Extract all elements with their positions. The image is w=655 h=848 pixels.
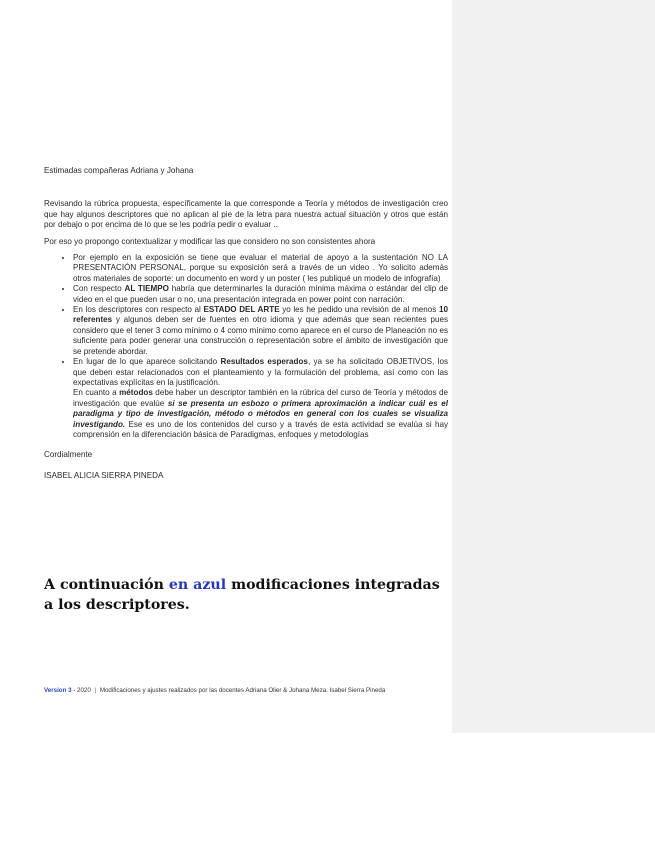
list-item-text: En cuanto a xyxy=(73,388,120,398)
emphasis-text: 10 referentes xyxy=(73,305,448,325)
list-item xyxy=(73,253,448,284)
list-item-text: En los descriptores con respecto al xyxy=(73,305,204,315)
list-item-text: habría que determinarles la duración mínima máxima o estándar del clip de video en el que pueden usar o no, una presentación integrada en power point con narración. xyxy=(73,284,449,304)
list-item-text: Por ejemplo en la exposición se tiene que evaluar el material de apoyo a la sustentación NO LA PRESENTACIÓN PERSONAL, porque su exposición será a través de un video . Yo solicito además otros materiales de soporte: un documento en word y un poster ( les publiqué un modelo de infografía) xyxy=(73,253,448,283)
list-item xyxy=(73,357,448,440)
emphasis-italic-text: si se presenta un esbozo o primera aproximación a indicar cuál es el paradigma y tipo de investigación, método o métodos en general con los cuales se visualiza investigando. xyxy=(73,398,448,429)
list-item xyxy=(73,284,448,305)
proposal-paragraph: Por eso yo propongo contextualizar y modificar las que considero no son consistentes ahora xyxy=(44,236,376,246)
list-item-text: Ese es uno de los contenidos del curso y a través de esta actividad se evalúa si hay comprensión en la diferenciación básica de Paradigmas, enfoques y metodologías xyxy=(73,419,448,439)
list-item-text: y algunos deben ser de fuentes en otro idioma y que además que sean recientes pues considero que el tener 3 como mínimo o 4 como mínimo como aparece en el curso de Planeación no es suficiente para poder generar una construcción o representación sobre el ámbito de investigación que se pretende abordar. xyxy=(73,315,448,356)
emphasis-text: ESTADO DEL ARTE xyxy=(203,305,280,315)
emphasis-text: AL TIEMPO xyxy=(124,284,169,294)
intro-paragraph: Revisando la rúbrica propuesta, específicamente la que corresponde a Teoría y métodos de investigación creo que hay algunos descriptores que no aplican al pie de la letra para nuestra actual situación y otros que están por debajo o por encima de lo que se les podría pedir o evaluar .. xyxy=(44,199,448,230)
list-item-text: debe haber un descriptor también en la rúbrica del curso de Teoría y métodos de investigación que evalúe xyxy=(73,388,448,408)
descriptor-list xyxy=(44,253,448,440)
page-footer xyxy=(44,686,450,696)
footer-text: Modificaciones y ajustes realizados por las docentes Adriana Olier & Johana Meza. Isabel Sierra Pineda xyxy=(98,687,386,694)
closing: Cordialmente xyxy=(44,450,93,460)
emphasis-text: Resultados esperados xyxy=(220,357,308,367)
greeting: Estimadas compañeras Adriana y Johana xyxy=(44,166,194,175)
section-heading xyxy=(44,576,449,615)
list-item-paragraph xyxy=(73,357,448,388)
comment-pane xyxy=(452,0,655,733)
emphasis-text: métodos xyxy=(119,388,153,398)
letter-body xyxy=(44,166,448,481)
list-item xyxy=(73,305,448,357)
signature: ISABEL ALICIA SIERRA PINEDA xyxy=(44,470,164,480)
heading-highlight: en azul xyxy=(168,577,227,593)
heading-text: modificaciones integradas a los descriptores. xyxy=(44,577,440,613)
footer-separator: | xyxy=(94,687,97,694)
list-item-text: En lugar de lo que aparece solicitando xyxy=(73,357,221,367)
footer-year: - 2020 xyxy=(71,687,93,694)
list-item-text: Con respecto xyxy=(73,284,125,294)
list-item-text: , ya se ha solicitado OBJETIVOS, los que deben estar relacionados con el planteamiento y la formulación del problema, así como con las expectativas explícitas en la justificación. xyxy=(73,357,449,387)
list-item-text: yo les he pedido una revisión de al menos xyxy=(279,305,439,315)
list-item-paragraph xyxy=(73,388,448,440)
footer-version: Version 3 xyxy=(44,687,72,694)
heading-text: A continuación xyxy=(44,577,169,593)
